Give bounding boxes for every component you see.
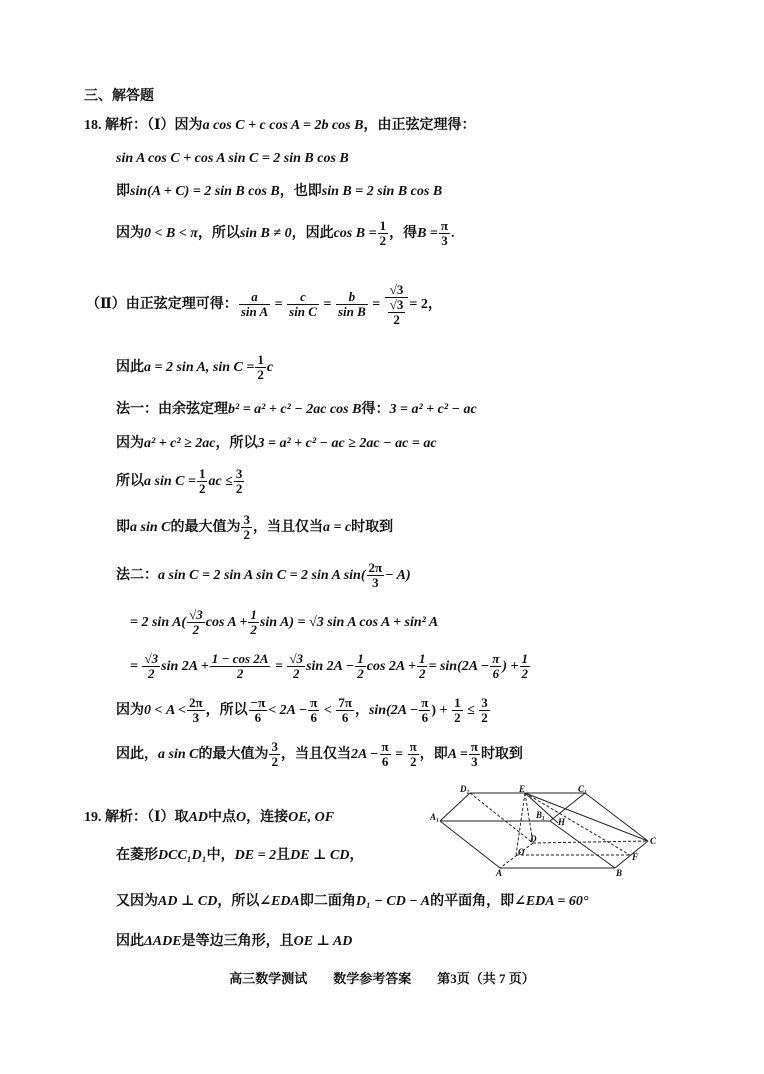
m: ∠EDA — [259, 894, 300, 909]
num: 1 — [257, 352, 264, 368]
frac-1-2 — [255, 353, 266, 382]
edge — [516, 793, 525, 855]
frac-c-sinC — [287, 290, 319, 319]
q18-part2: （Ⅱ）由正弦定理可得： $\frac{a}{\text{sin A}}$ = $\frac{c}{\text{sin C}}$ = $\frac{b}{\text{sin B}}$ = $\frac{√3}{\frac{√3}{2}}$ = 2， — [86, 281, 442, 327]
m: 3 = a² + c² − ac — [389, 402, 477, 417]
t: 因为 — [116, 436, 144, 451]
label-F: F — [632, 852, 639, 862]
label-A: A — [496, 868, 503, 878]
num: √3 — [385, 283, 409, 298]
prism-figure — [430, 783, 660, 878]
m: cos A + — [205, 615, 248, 630]
t: 法二： — [116, 568, 158, 583]
t: 在菱形 — [116, 848, 158, 863]
edge — [533, 841, 648, 843]
m: ) + — [502, 659, 519, 674]
frac-pi-6 — [490, 652, 501, 681]
q19-head — [84, 808, 334, 828]
t: = 2， — [409, 297, 442, 312]
den: sin A — [240, 304, 269, 320]
t: ， — [349, 848, 364, 863]
t: 因为 — [116, 703, 144, 718]
frac-1-2 — [248, 608, 259, 637]
frac-3-2 — [479, 696, 490, 725]
den: 2 — [409, 754, 417, 770]
t: 又因为 — [116, 894, 158, 909]
den: 3 — [192, 710, 200, 726]
edge — [440, 821, 500, 868]
m: a sin C — [158, 747, 199, 762]
den: 2 — [148, 666, 155, 682]
t: ，也即 — [279, 184, 322, 199]
num: 1 — [250, 607, 257, 623]
q18-line5 — [116, 353, 273, 383]
method2-line5: 因此，a sin C的最大值为 $\frac{3}{2}$ ，当且仅当2A − $\frac{\pi}{6}$ = $\frac{\pi}{2}$ ，即A = $\frac{\pi}{3}$ 时取到 — [116, 739, 523, 770]
t: 中点 — [208, 810, 237, 825]
frac-mpi-6 — [249, 696, 268, 725]
den: 2 — [250, 622, 257, 638]
q18-head — [84, 116, 475, 136]
m: cos 2A + — [366, 659, 416, 674]
method2-line2 — [130, 606, 438, 640]
label-O: O — [518, 847, 525, 857]
num: π — [421, 695, 429, 711]
m: a sin C — [130, 520, 171, 535]
label-B: B — [616, 868, 623, 878]
frac-1-2 — [417, 652, 428, 681]
m: a sin C = 2 sin A sin C = 2 sin A sin( — [158, 568, 366, 583]
frac-sqrt3-2 — [142, 652, 160, 681]
edge — [550, 793, 585, 821]
den: 3 — [372, 575, 379, 591]
m: a sin C = — [144, 474, 196, 489]
q19-line3 — [116, 932, 352, 952]
den: 6 — [341, 710, 349, 726]
frac-pi-6 — [380, 740, 391, 769]
method1-line1 — [116, 400, 477, 420]
t: 的平面角，即 — [430, 894, 515, 909]
num: c — [287, 290, 319, 305]
den — [385, 298, 409, 327]
t: 的最大值为 — [198, 747, 269, 762]
m: sin(2A − — [368, 703, 419, 718]
method1-line4 — [116, 512, 393, 544]
edge — [550, 821, 615, 868]
num: b — [336, 290, 368, 305]
t: ，所以 — [197, 226, 240, 241]
m: B = — [417, 226, 438, 241]
t: 即 — [116, 184, 130, 199]
t: ，得 — [389, 226, 418, 241]
m: sin(A + C) = 2 sin B cos B — [130, 184, 280, 199]
m: A = — [447, 747, 468, 762]
den: 2 — [198, 481, 206, 497]
num: 1 — [198, 466, 206, 482]
den: 2 — [393, 311, 400, 327]
frac-1-2 — [197, 467, 208, 496]
m: 3 = a² + c² − ac ≥ 2ac − ac = ac — [257, 436, 437, 451]
num: 3 — [235, 466, 243, 482]
m: sin A) = √3 sin A cos A + sin² A — [259, 615, 439, 630]
den: 6 — [421, 710, 429, 726]
den: 6 — [254, 710, 262, 726]
num: 1 — [379, 218, 387, 234]
m: < 2A − — [268, 703, 308, 718]
m: ac ≤ — [208, 474, 233, 489]
m: a² + c² ≥ 2ac — [144, 436, 216, 451]
m: = sin(2A − — [428, 659, 490, 674]
frac-sqrt3-over — [385, 283, 409, 327]
m: sin 2A + — [161, 659, 209, 674]
t: ，即 — [419, 747, 448, 762]
t: 即二面角 — [299, 894, 356, 909]
frac-pi-6 — [419, 696, 430, 725]
den: 2 — [236, 666, 244, 682]
den: 6 — [310, 710, 318, 726]
m: OE ⊥ AD — [293, 934, 353, 949]
page-footer: 高三数学测试 数学参考答案 第3页（共 7 页） — [229, 971, 535, 986]
q19-line1 — [116, 846, 363, 866]
t: 因此 — [116, 360, 144, 375]
label-E: E — [519, 784, 526, 794]
den: sin B — [337, 304, 366, 320]
label-D1: D₁ — [460, 784, 470, 794]
m: ∠EDA = 60° — [514, 894, 589, 909]
q18-line1: sin A cos C + cos A sin C = 2 sin B cos B — [116, 151, 349, 166]
t: 因此 — [116, 934, 144, 949]
m: b² = a² + c² − 2ac cos B — [228, 402, 362, 417]
den: 2 — [257, 367, 264, 383]
m: − A) — [385, 568, 411, 583]
den: 2 — [418, 666, 426, 682]
num: √3 — [389, 296, 404, 312]
den: 2 — [235, 481, 243, 497]
q18-head-math: a cos C + c cos A = 2b cos B — [202, 118, 364, 133]
label-H: H — [558, 817, 566, 827]
t: 且 — [276, 848, 291, 863]
m: ΔADE — [144, 934, 182, 949]
num: 1 — [357, 651, 364, 667]
den: 2 — [243, 527, 250, 543]
den: 2 — [481, 710, 488, 726]
label-D: D — [530, 834, 537, 844]
frac-sqrt3-2 — [187, 608, 205, 637]
t: ，当且仅当 — [252, 520, 323, 535]
method2-line4: 因为0 < A < $\frac{2\pi}{3}$ ，所以 $\frac{-\pi}{6}$ < 2A − $\frac{\pi}{6}$ < $\frac{7\pi}{6}$ ，sin(2A − $\frac{\pi}{6}$ ) + $\frac{1}{2}$ ≤ $\frac{3}{2}$ — [116, 695, 488, 726]
m: cos B = — [333, 226, 377, 241]
frac-b-sinB — [336, 290, 368, 319]
m: 0 < B < π — [144, 226, 198, 241]
num: 2π — [368, 560, 383, 576]
frac-pi-6 — [308, 696, 319, 725]
den: 2 — [521, 666, 529, 682]
num: π — [381, 739, 389, 755]
t: 19. 解析：（Ⅰ）取 — [84, 810, 189, 825]
q18-head-tail: ，由正弦定理得： — [363, 118, 476, 133]
frac-7pi-6 — [336, 696, 354, 725]
q18-head-text: 18. 解析：（Ⅰ）因为 — [84, 118, 203, 133]
q18-line2 — [116, 182, 442, 202]
t: ，所以 — [215, 436, 258, 451]
den: 2 — [379, 233, 387, 249]
den: 3 — [441, 233, 448, 249]
method1-line2 — [116, 434, 437, 454]
t: 所以 — [116, 474, 144, 489]
num: π — [470, 739, 478, 755]
frac-3-2 — [269, 740, 280, 769]
num: π — [440, 218, 449, 234]
label-A1: A₁ — [430, 812, 440, 822]
den: 2 — [357, 666, 364, 682]
num: a — [239, 290, 270, 305]
num: √3 — [144, 651, 159, 667]
num: −π — [250, 695, 266, 711]
num: 3 — [481, 695, 488, 711]
method1-line3 — [116, 466, 245, 498]
section-title: 三、解答题 — [84, 89, 154, 104]
den: 6 — [381, 754, 389, 770]
m: c — [266, 360, 274, 375]
m: sin B = 2 sin B cos B — [321, 184, 443, 199]
m: sin B ≠ 0 — [239, 226, 292, 241]
m: D₁ − CD − A — [355, 894, 431, 909]
num: √3 — [289, 651, 304, 667]
frac-2pi-3 — [187, 696, 205, 725]
m: AD — [188, 810, 209, 825]
frac-1-2 — [452, 696, 463, 725]
m: a = 2 sin A, sin C = — [144, 360, 255, 375]
den: 6 — [492, 666, 500, 682]
frac-1-2 — [378, 219, 389, 248]
frac-sqrt3-2 — [287, 652, 305, 681]
den: 3 — [471, 754, 478, 770]
num: 3 — [271, 739, 278, 755]
den: 2 — [271, 754, 278, 770]
m: AD ⊥ CD — [158, 894, 218, 909]
num: √3 — [189, 607, 203, 623]
t: ，所以 — [217, 894, 260, 909]
frac-1-2 — [355, 652, 366, 681]
m: 0 < A < — [144, 703, 187, 718]
m: OE, OF — [288, 810, 335, 825]
edge — [525, 793, 630, 855]
t: ，所以 — [205, 703, 248, 718]
frac-pi-3 — [469, 740, 480, 769]
num: π — [492, 651, 500, 667]
num: 1 — [454, 695, 461, 711]
num: π — [409, 739, 417, 755]
t: 的最大值为 — [170, 520, 241, 535]
m: a = c — [322, 520, 352, 535]
m: sin 2A − — [306, 659, 355, 674]
t: 因此， — [116, 747, 158, 762]
q18-line3: 因为0 < B < π，所以sin B ≠ 0，因此cos B = $\frac{1}{2}$ ，得B = $\frac{\pi}{3}$ . — [116, 218, 455, 249]
t: 法一：由余弦定理 — [116, 402, 228, 417]
m: 2A − — [350, 747, 379, 762]
label-C1: C₁ — [578, 784, 588, 794]
t: ，连接 — [246, 810, 289, 825]
t: 得： — [361, 402, 390, 417]
t: （Ⅱ）由正弦定理可得： — [86, 297, 238, 312]
den: 2 — [454, 710, 461, 726]
den: 2 — [292, 666, 300, 682]
t: ，当且仅当 — [280, 747, 351, 762]
m: DE = 2 — [234, 848, 277, 863]
label-C: C — [650, 836, 657, 846]
num: 3 — [243, 512, 250, 528]
q19-line2 — [116, 892, 588, 912]
t: 时取到 — [351, 520, 394, 535]
m: DCC₁D₁ — [158, 848, 207, 863]
num: 1 − cos 2A — [211, 651, 269, 667]
edge — [440, 793, 470, 821]
frac-3-2 — [241, 513, 252, 542]
method2-line1 — [116, 560, 411, 592]
t: ，因此 — [291, 226, 334, 241]
num: π — [310, 695, 318, 711]
num: 7π — [338, 695, 352, 711]
inner-frac — [388, 298, 406, 327]
frac-a-sinA — [239, 290, 270, 319]
num: 2π — [189, 695, 203, 711]
frac-pi-3 — [439, 219, 450, 248]
num: 1 — [418, 651, 426, 667]
t: 因为 — [116, 226, 144, 241]
t: 即 — [116, 520, 130, 535]
frac-1-2 — [520, 652, 531, 681]
m: = 2 sin A( — [130, 615, 187, 630]
frac-1mcos-2 — [210, 652, 271, 681]
m: DE ⊥ CD — [290, 848, 350, 863]
frac-pi-2 — [408, 740, 419, 769]
t: 时取到 — [480, 747, 523, 762]
t: 中， — [206, 848, 235, 863]
t: 是等边三角形，且 — [181, 934, 294, 949]
m: O — [236, 810, 247, 825]
frac-2pi-3 — [367, 561, 385, 590]
den: sin C — [289, 304, 317, 320]
den: 2 — [192, 622, 200, 638]
frac-3-2 — [234, 467, 245, 496]
num: 1 — [521, 651, 529, 667]
label-B1: B₁ — [536, 810, 546, 820]
method2-line3: = $\frac{√3}{2}$ sin 2A + $\frac{1 - \cos 2A}{2}$ = $\frac{√3}{2}$ sin 2A − $\frac{1}{2}$ cos 2A + $\frac{1}{2}$ = sin(2A − $\frac{\pi}{6}$ ) + $\frac{1}{2}$ — [130, 651, 529, 682]
